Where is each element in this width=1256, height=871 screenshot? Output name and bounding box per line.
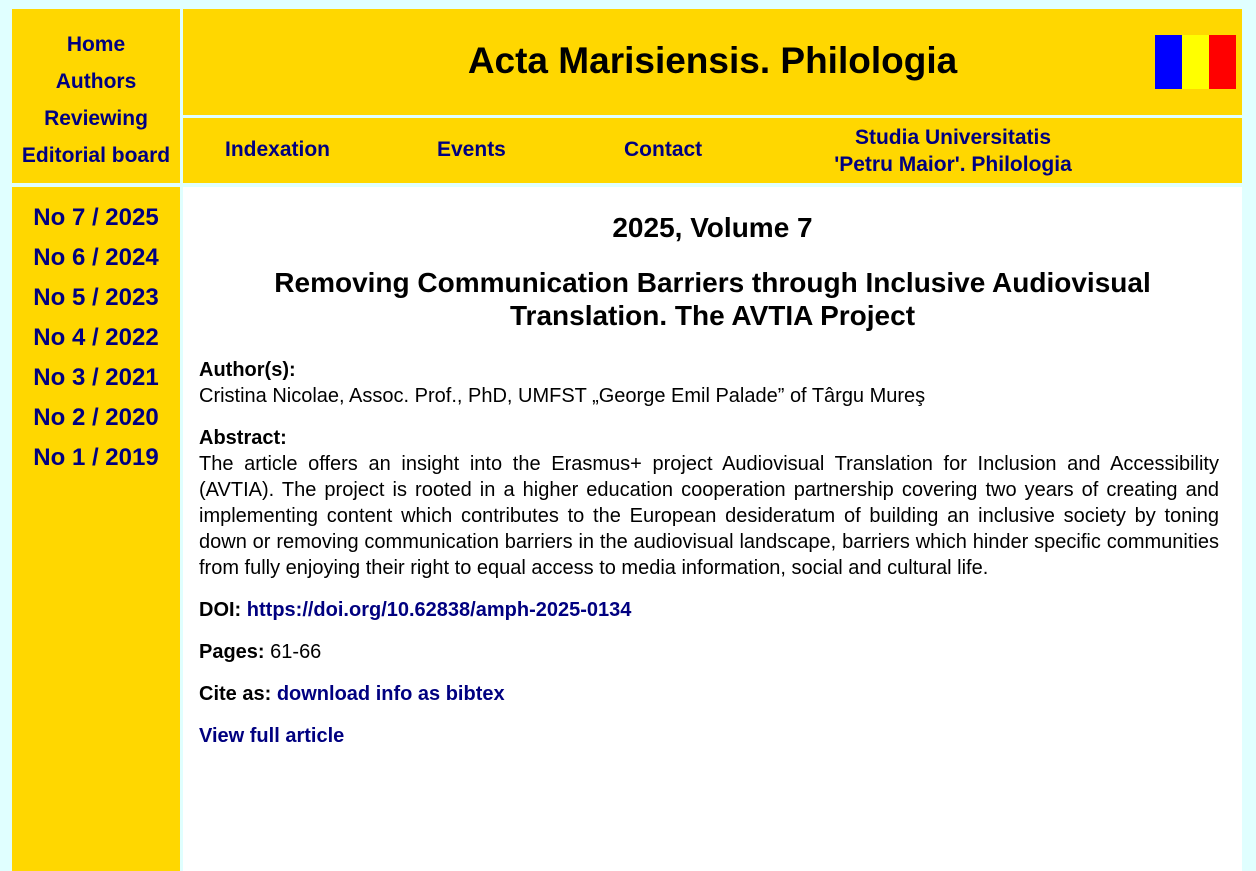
full-article-row	[199, 723, 1219, 749]
volume-heading: 2025, Volume 7	[612, 212, 813, 243]
issue-link[interactable]: No 5 / 2023	[33, 284, 159, 311]
abstract-text: The article offers an insight into the Erasmus+ project Audiovisual Translation for Inclusion and Accessibility (AVTIA). The project is rooted in a higher education cooperation partnership covering two years of creating and implementing content which contributes to the European desideratum of building an inclusive society by toning down or removing communication barriers in the audiovisual landscape, barriers which hinder specific communities from fully enjoying their right to equal access to media information, social and cultural life.	[199, 453, 1219, 579]
pages-label: Pages:	[199, 641, 271, 663]
menu-studia-link[interactable]	[823, 124, 1083, 178]
pages-row	[199, 639, 1219, 665]
secondary-menu	[183, 118, 1242, 183]
cite-row	[199, 681, 1219, 707]
abstract-block	[199, 425, 1219, 581]
doi-label: DOI:	[199, 599, 247, 621]
nav-home-link[interactable]: Home	[66, 33, 126, 56]
doi-row	[199, 597, 1219, 623]
issue-link[interactable]: No 1 / 2019	[33, 444, 159, 471]
romanian-flag-icon	[1155, 35, 1236, 89]
issue-link[interactable]: No 4 / 2022	[33, 324, 159, 351]
menu-studia-line2: 'Petru Maior'. Philologia	[834, 153, 1072, 176]
issue-link[interactable]: No 2 / 2020	[33, 404, 159, 431]
menu-studia-line1: Studia Universitatis	[854, 126, 1052, 149]
issue-link[interactable]: No 3 / 2021	[33, 364, 159, 391]
cite-label: Cite as:	[199, 683, 277, 705]
article-title: Removing Communication Barriers through Inclusive Audiovisual Translation. The AVTIA Project	[274, 267, 1151, 331]
header-banner	[183, 9, 1242, 115]
authors-block	[199, 357, 1219, 409]
nav-editorial-board-link[interactable]: Editorial board	[21, 144, 171, 167]
site-title: Acta Marisiensis. Philologia	[467, 40, 958, 81]
nav-reviewing-link[interactable]: Reviewing	[44, 107, 148, 130]
authors-label: Author(s):	[199, 359, 296, 381]
issue-link[interactable]: No 6 / 2024	[33, 244, 159, 271]
view-full-article-link[interactable]: View full article	[199, 725, 345, 747]
top-left-nav	[12, 9, 180, 183]
issue-link[interactable]: No 7 / 2025	[33, 204, 159, 231]
article-details	[199, 357, 1219, 749]
doi-link[interactable]: https://doi.org/10.62838/amph-2025-0134	[246, 599, 632, 621]
menu-contact-link[interactable]: Contact	[624, 138, 703, 161]
issues-sidebar	[12, 187, 180, 871]
authors-value: Cristina Nicolae, Assoc. Prof., PhD, UMFST „George Emil Palade” of Târgu Mureş	[199, 385, 926, 407]
flag-stripe-blue	[1155, 35, 1182, 89]
nav-authors-link[interactable]: Authors	[55, 70, 137, 93]
article-content	[183, 187, 1242, 871]
menu-indexation-link[interactable]: Indexation	[225, 138, 331, 161]
bibtex-download-link[interactable]: download info as bibtex	[276, 683, 505, 705]
menu-events-link[interactable]: Events	[437, 138, 506, 161]
flag-stripe-red	[1209, 35, 1236, 89]
abstract-label: Abstract:	[199, 427, 287, 449]
pages-value: 61-66	[270, 641, 322, 663]
flag-stripe-yellow	[1182, 35, 1209, 89]
